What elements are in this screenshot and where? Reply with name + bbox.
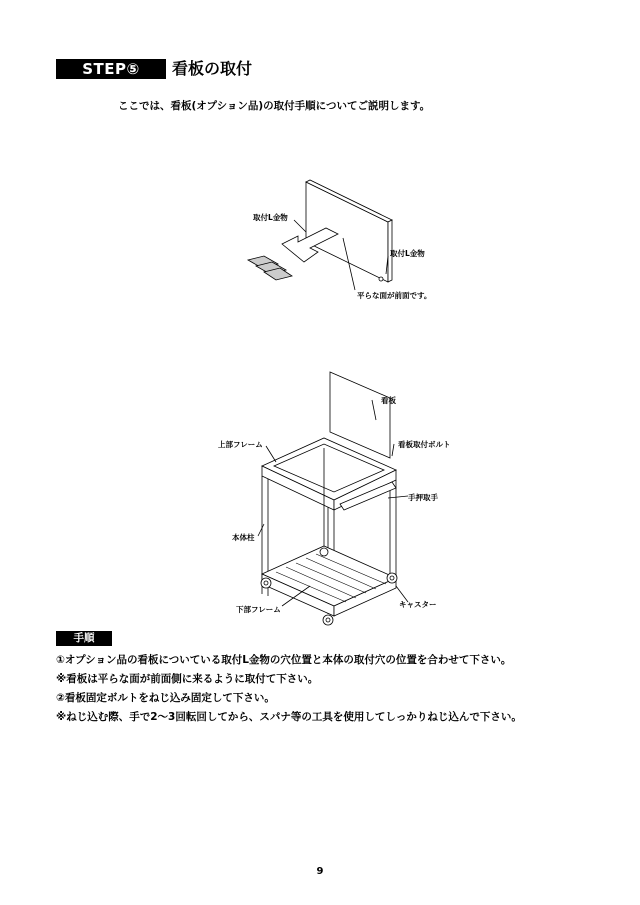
flat-front-label: 平らな面が前面です。 <box>357 291 432 300</box>
procedure-note: ※看板は平らな面が前面側に来るように取付て下さい。 <box>56 673 319 685</box>
bracket-label-right: 取付L金物 <box>390 249 425 258</box>
procedure-heading: 手順 <box>56 631 112 646</box>
handle-label: 手押取手 <box>408 493 438 502</box>
procedure-step: ①オプション品の看板についている取付L金物の穴位置と本体の取付穴の位置を合わせて下さい。 <box>56 654 512 666</box>
bracket-label-left: 取付L金物 <box>253 213 288 222</box>
intro-text: ここでは、看板(オプション品)の取付手順についてご説明します。 <box>118 100 431 112</box>
page-number: 9 <box>316 866 324 877</box>
sign-bolt-label: 看板取付ボルト <box>398 440 451 449</box>
procedure-step: ②看板固定ボルトをねじ込み固定して下さい。 <box>56 692 275 704</box>
caster-label: キャスター <box>399 600 437 609</box>
procedure-note: ※ねじ込む際、手で2～3回転回してから、スパナ等の工具を使用してしっかりねじ込んで下さい。 <box>56 711 522 723</box>
post-label: 本体柱 <box>232 533 255 542</box>
page-title: 看板の取付 <box>172 59 253 78</box>
procedure-steps <box>56 651 522 727</box>
upper-frame-label: 上部フレーム <box>218 440 263 449</box>
step-badge: STEP⑤ <box>56 59 166 79</box>
sign-label: 看板 <box>381 396 396 405</box>
lower-frame-label: 下部フレーム <box>236 605 281 614</box>
